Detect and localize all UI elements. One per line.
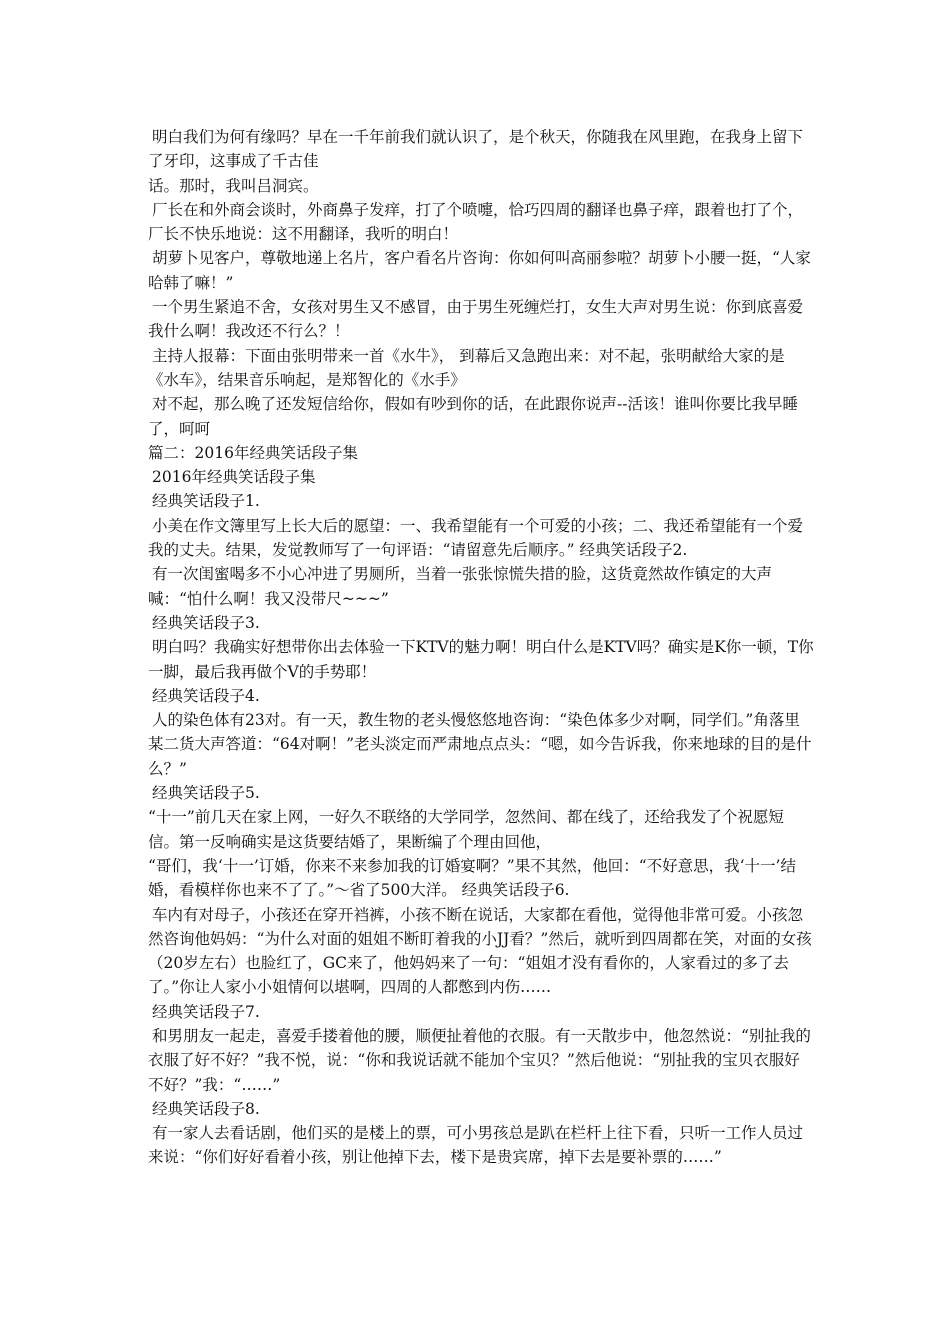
paragraph: “哥们，我‘十一’订婚，你来不来参加我的订婚宴啊？”果不其然，他回：“不好意思，我‘十一’结婚，看模样你也来不了了。”～省了500大洋。 经典笑话段子6. [148,856,796,900]
joke-heading: 经典笑话段子5. [152,784,260,803]
section-heading: 篇二：2016年经典笑话段子集 [148,443,358,462]
joke-heading: 经典笑话段子8. [152,1099,260,1118]
paragraph: 对不起，那么晚了还发短信给你，假如有吵到你的话，在此跟你说声--活该！谁叫你要比我早睡了，呵呵 [148,395,798,438]
paragraph: 和男朋友一起走，喜爱手搂着他的腰，顺便扯着他的衣服。有一天散步中，他忽然说：“别扯我的衣服了好不好？”我不悦，说：“你和我说话就不能加个宝贝？”然后他说：“别扯我的宝贝衣服好不好？”我：“……” [148,1026,811,1094]
paragraph: 厂长在和外商会谈时，外商鼻子发痒，打了个喷嚏，恰巧四周的翻译也鼻子痒，跟着也打了个，厂长不快乐地说：这不用翻译，我听的明白！ [148,200,804,244]
document-body [148,125,814,1170]
paragraph: 明白我们为何有缘吗？早在一千年前我们就认识了，是个秋天，你随我在风里跑，在我身上留下了牙印，这事成了千古佳 [148,128,804,171]
joke-heading: 经典笑话段子4. [152,686,260,705]
paragraph: 车内有对母子，小孩还在穿开裆裤，小孩不断在说话，大家都在看他，觉得他非常可爱。小孩忽然咨询他妈妈：“为什么对面的姐姐不断盯着我的小JJ看？”然后，就听到四周都在笑，对面的女孩（20岁左右）也脸红了，GC来了，他妈妈来了一句：“姐姐才没有看你的，人家看过的多了去了。”你让人家小小姐情何以堪啊，四周的人都憋到内伤…… [148,905,812,997]
paragraph: 话。那时，我叫吕洞宾。 [148,176,319,195]
joke-heading: 经典笑话段子3. [152,613,260,632]
paragraph: 明白吗？我确实好想带你出去体验一下KTV的魅力啊！明白什么是KTV吗？确实是K你一顿，T你一脚，最后我再做个V的手势耶！ [148,638,814,681]
paragraph: 小美在作文簿里写上长大后的愿望：一、我希望能有一个可爱的小孩；二、我还希望能有一个爱我的丈夫。结果，发觉教师写了一句评语：“请留意先后顺序。” 经典笑话段子2. [148,516,804,560]
joke-heading: 经典笑话段子1. [152,492,260,511]
paragraph: 胡萝卜见客户，尊敬地递上名片，客户看名片咨询：你如何叫高丽参啦？胡萝卜小腰一挺，“人家哈韩了嘛！” [148,249,811,292]
paragraph: 有一次闺蜜喝多不小心冲进了男厕所，当着一张张惊慌失措的脸，这货竟然故作镇定的大声喊：“怕什么啊！我又没带尺~~~” [148,565,773,608]
paragraph: “十一”前几天在家上网，一好久不联络的大学同学，忽然间、都在线了，还给我发了个祝愿短信。第一反响确实是这货要结婚了，果断编了个理由回他， [148,808,784,851]
paragraph: 一个男生紧追不舍，女孩对男生又不感冒，由于男生死缠烂打，女生大声对男生说：你到底喜爱我什么啊！我改还不行么？！ [148,298,804,341]
paragraph: 有一家人去看话剧，他们买的是楼上的票，可小男孩总是趴在栏杆上往下看，只听一工作人员过来说：“你们好好看着小孩，别让他掉下去，楼下是贵宾席，掉下去是要补票的……” [148,1124,804,1167]
section-title: 2016年经典笑话段子集 [152,468,316,487]
paragraph: 人的染色体有23对。有一天，教生物的老头慢悠悠地咨询：“染色体多少对啊，同学们。”角落里某二货大声答道：“64对啊！”老头淡定而严肃地点点头：“嗯，如今告诉我，你来地球的目的是什么？” [148,711,812,778]
joke-heading: 经典笑话段子7. [152,1002,260,1021]
paragraph: 主持人报幕：下面由张明带来一首《水牛》， 到幕后又急跑出来：对不起，张明献给大家的是《水车》，结果音乐响起，是郑智化的《水手》 [148,346,785,389]
